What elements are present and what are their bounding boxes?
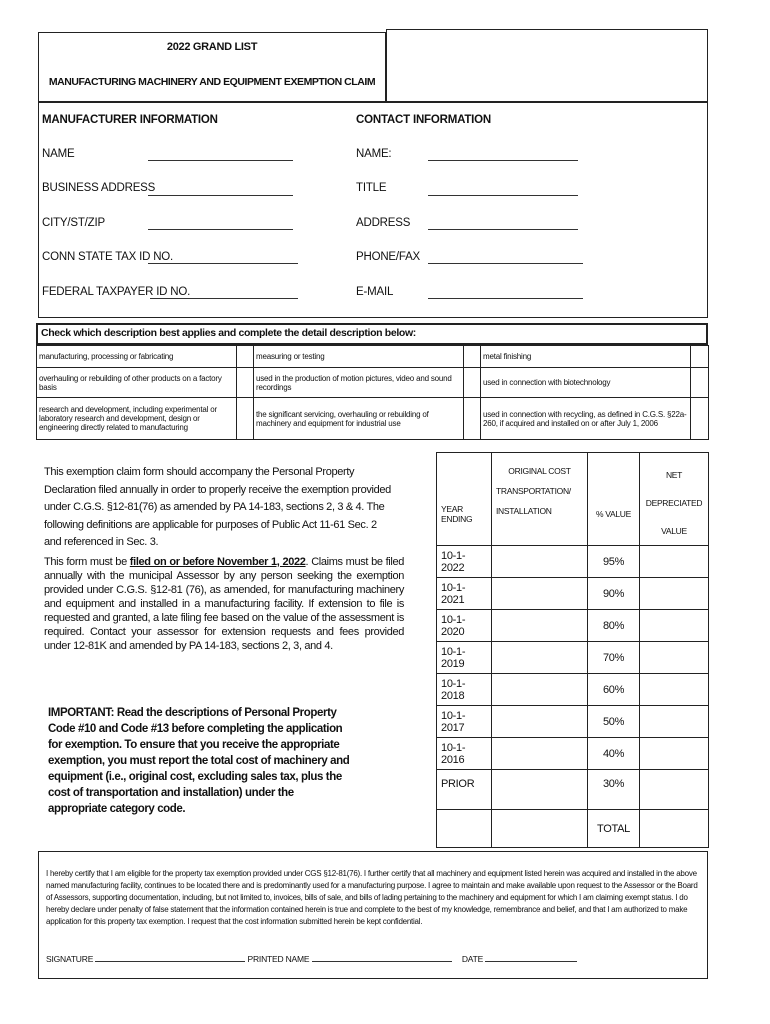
desc-measuring: measuring or testing	[254, 346, 464, 368]
desc-servicing: the significant servicing, overhauling or rebuilding of machinery and equipment for industrial use	[254, 398, 464, 440]
mfr-address-label: BUSINESS ADDRESS	[42, 182, 156, 194]
pct-cell: 40%	[588, 738, 640, 770]
mfr-state-tax-field[interactable]	[148, 263, 298, 264]
col-net-bot: VALUE	[661, 526, 687, 536]
checkbox-servicing[interactable]	[464, 398, 481, 440]
mfr-name-label: NAME	[42, 148, 75, 160]
year-cell: 10-1-2019	[437, 642, 492, 674]
year-cell: PRIOR	[437, 770, 492, 810]
cost-cell[interactable]	[492, 706, 588, 738]
mfr-address-field[interactable]	[148, 195, 293, 196]
total-cost-cell[interactable]	[492, 810, 588, 848]
pct-cell: 95%	[588, 546, 640, 578]
pct-cell: 70%	[588, 642, 640, 674]
year-cell: 10-1-2016	[437, 738, 492, 770]
date-field[interactable]	[485, 953, 577, 962]
printed-name-label: PRINTED NAME	[247, 954, 310, 964]
signature-row	[46, 953, 700, 964]
contact-phone-label: PHONE/FAX	[356, 251, 421, 263]
filing-deadline: filed on or before November 1, 2022	[129, 556, 306, 568]
checkbox-metal-finishing[interactable]	[691, 346, 709, 368]
pct-cell: 80%	[588, 610, 640, 642]
contact-address-field[interactable]	[428, 229, 578, 230]
contact-heading: CONTACT INFORMATION	[356, 114, 492, 126]
contact-phone-field[interactable]	[428, 263, 583, 264]
cost-cell[interactable]	[492, 770, 588, 810]
desc-manufacturing: manufacturing, processing or fabricating	[37, 346, 237, 368]
pct-cell: 30%	[588, 770, 640, 810]
cost-cell[interactable]	[492, 642, 588, 674]
col-net-header	[640, 453, 709, 546]
cost-cell[interactable]	[492, 578, 588, 610]
mfr-city-label: CITY/ST/ZIP	[42, 217, 105, 229]
net-cell[interactable]	[640, 610, 709, 642]
form-title: MANUFACTURING MACHINERY AND EQUIPMENT EXEMPTION CLAIM	[48, 76, 376, 88]
printed-name-field[interactable]	[312, 953, 452, 962]
contact-name-label: NAME:	[356, 148, 392, 160]
col-pct-header: % VALUE	[588, 453, 640, 546]
col-year-header: YEAR ENDING	[437, 453, 492, 546]
filing-paragraph	[44, 555, 404, 653]
mfr-city-field[interactable]	[148, 229, 293, 230]
mfr-name-field[interactable]	[148, 160, 293, 161]
desc-recycling: used in connection with recycling, as defined in C.G.S. §22a-260, if acquired and installed on or after July 1, 2006	[481, 398, 691, 440]
net-cell[interactable]	[640, 674, 709, 706]
checkbox-recycling[interactable]	[691, 398, 709, 440]
net-cell[interactable]	[640, 770, 709, 810]
filing-text-post: . Claims must be filed annually with the municipal Assessor by any person seeking the exemption provided under C.G.S. §12-81 (76), as amended, for manufacturing machinery and equipment and installed in a manufacturing facility. If extension to file is requested and granted, a late filing fee based on the value of the assessment is required. Contact your assessor for extension requests and fees provided under 12-81K and amended by PA 14-183, sections 2, 3, and 4.	[44, 556, 404, 652]
signature-field[interactable]	[95, 953, 245, 962]
checkbox-biotechnology[interactable]	[691, 368, 709, 398]
filing-text-pre: This form must be	[44, 556, 130, 568]
total-blank-cell	[437, 810, 492, 848]
col-net-top: NET DEPRECIATED	[645, 470, 703, 508]
contact-title-field[interactable]	[428, 195, 578, 196]
intro-paragraph: This exemption claim form should accompany the Personal Property Declaration filed annually in order to properly receive the exemption provided under C.G.S. §12-81(76) as amended by PA 14-183, sections 2, 3 & 4. The following definitions are applicable for purposes of Public Act 11-61 Sec. 2 and referenced in Sec. 3.	[44, 466, 391, 548]
checkbox-manufacturing[interactable]	[237, 346, 254, 368]
cost-cell[interactable]	[492, 674, 588, 706]
net-cell[interactable]	[640, 738, 709, 770]
net-cell[interactable]	[640, 642, 709, 674]
col-cost-mid: TRANSPORTATION/	[496, 486, 571, 496]
desc-biotechnology: used in connection with biotechnology	[481, 368, 691, 398]
net-cell[interactable]	[640, 706, 709, 738]
cost-cell[interactable]	[492, 738, 588, 770]
pct-cell: 90%	[588, 578, 640, 610]
form-year-title: 2022 GRAND LIST	[166, 41, 258, 53]
pct-cell: 60%	[588, 674, 640, 706]
col-cost-header	[492, 453, 588, 546]
contact-email-field[interactable]	[428, 298, 583, 299]
year-cell: 10-1-2022	[437, 546, 492, 578]
certification-text: I hereby certify that I am eligible for the property tax exemption provided under CGS §12-81(76). I further certify that all machinery and equipment listed herein was acquired and installed in the above named manufacturing facility, continues to be located there and is predominantly used for a manufacturing purpose. I agree to maintain and make available upon request to the Assessor or the Board of Assessors, supporting documentation, including, but not limited to, invoices, bills of sale, and bills of lading pertaining to the machinery and equipment for which I am claiming exempt status. I do hereby declare under penalty of false statement that the information contained herein is true and complete to the best of my knowledge, remembrance and belief, and that I am authorized to make application for this property tax exemption. I request that the cost information submitted herein be kept confidential.	[46, 869, 698, 926]
contact-email-label: E-MAIL	[356, 286, 394, 298]
checkbox-measuring[interactable]	[464, 346, 481, 368]
total-label: TOTAL	[588, 810, 640, 848]
cost-cell[interactable]	[492, 610, 588, 642]
mfr-federal-id-label: FEDERAL TAXPAYER ID NO.	[42, 286, 191, 298]
year-cell: 10-1-2018	[437, 674, 492, 706]
checkbox-overhauling[interactable]	[237, 368, 254, 398]
contact-name-field[interactable]	[428, 160, 578, 161]
desc-research: research and development, including experimental or laboratory research and development, design or engineering directly related to manufacturing	[37, 398, 237, 440]
office-use-box	[386, 29, 708, 102]
contact-title-label: TITLE	[356, 182, 387, 194]
mfr-federal-id-field[interactable]	[150, 298, 298, 299]
desc-motion-pictures: used in the production of motion pictures, video and sound recordings	[254, 368, 464, 398]
description-heading: Check which description best applies and complete the detail description below:	[41, 327, 416, 339]
mfr-state-tax-label: CONN STATE TAX ID NO.	[42, 251, 174, 263]
col-cost-bot: INSTALLATION	[496, 506, 552, 516]
net-cell[interactable]	[640, 578, 709, 610]
manufacturer-heading: MANUFACTURER INFORMATION	[42, 114, 218, 126]
year-cell: 10-1-2021	[437, 578, 492, 610]
contact-address-label: ADDRESS	[356, 217, 411, 229]
desc-overhauling: overhauling or rebuilding of other products on a factory basis	[37, 368, 237, 398]
checkbox-research[interactable]	[237, 398, 254, 440]
col-cost-top: ORIGINAL COST	[508, 466, 571, 476]
important-note: IMPORTANT: Read the descriptions of Personal Property Code #10 and Code #13 before completing the application for exemption. To ensure that you receive the appropriate exemption, you must report the total cost of machinery and equipment (i.e., original cost, excluding sales tax, plus the cost of transportation and installation) under the appropriate category code.	[48, 707, 350, 815]
cost-cell[interactable]	[492, 546, 588, 578]
depreciation-table	[436, 452, 709, 848]
description-table	[36, 345, 709, 440]
signature-label: SIGNATURE	[46, 954, 94, 964]
checkbox-motion-pictures[interactable]	[464, 368, 481, 398]
pct-cell: 50%	[588, 706, 640, 738]
total-net-cell[interactable]	[640, 810, 709, 848]
net-cell[interactable]	[640, 546, 709, 578]
date-label: DATE	[461, 954, 484, 964]
year-cell: 10-1-2017	[437, 706, 492, 738]
year-cell: 10-1-2020	[437, 610, 492, 642]
desc-metal-finishing: metal finishing	[481, 346, 691, 368]
